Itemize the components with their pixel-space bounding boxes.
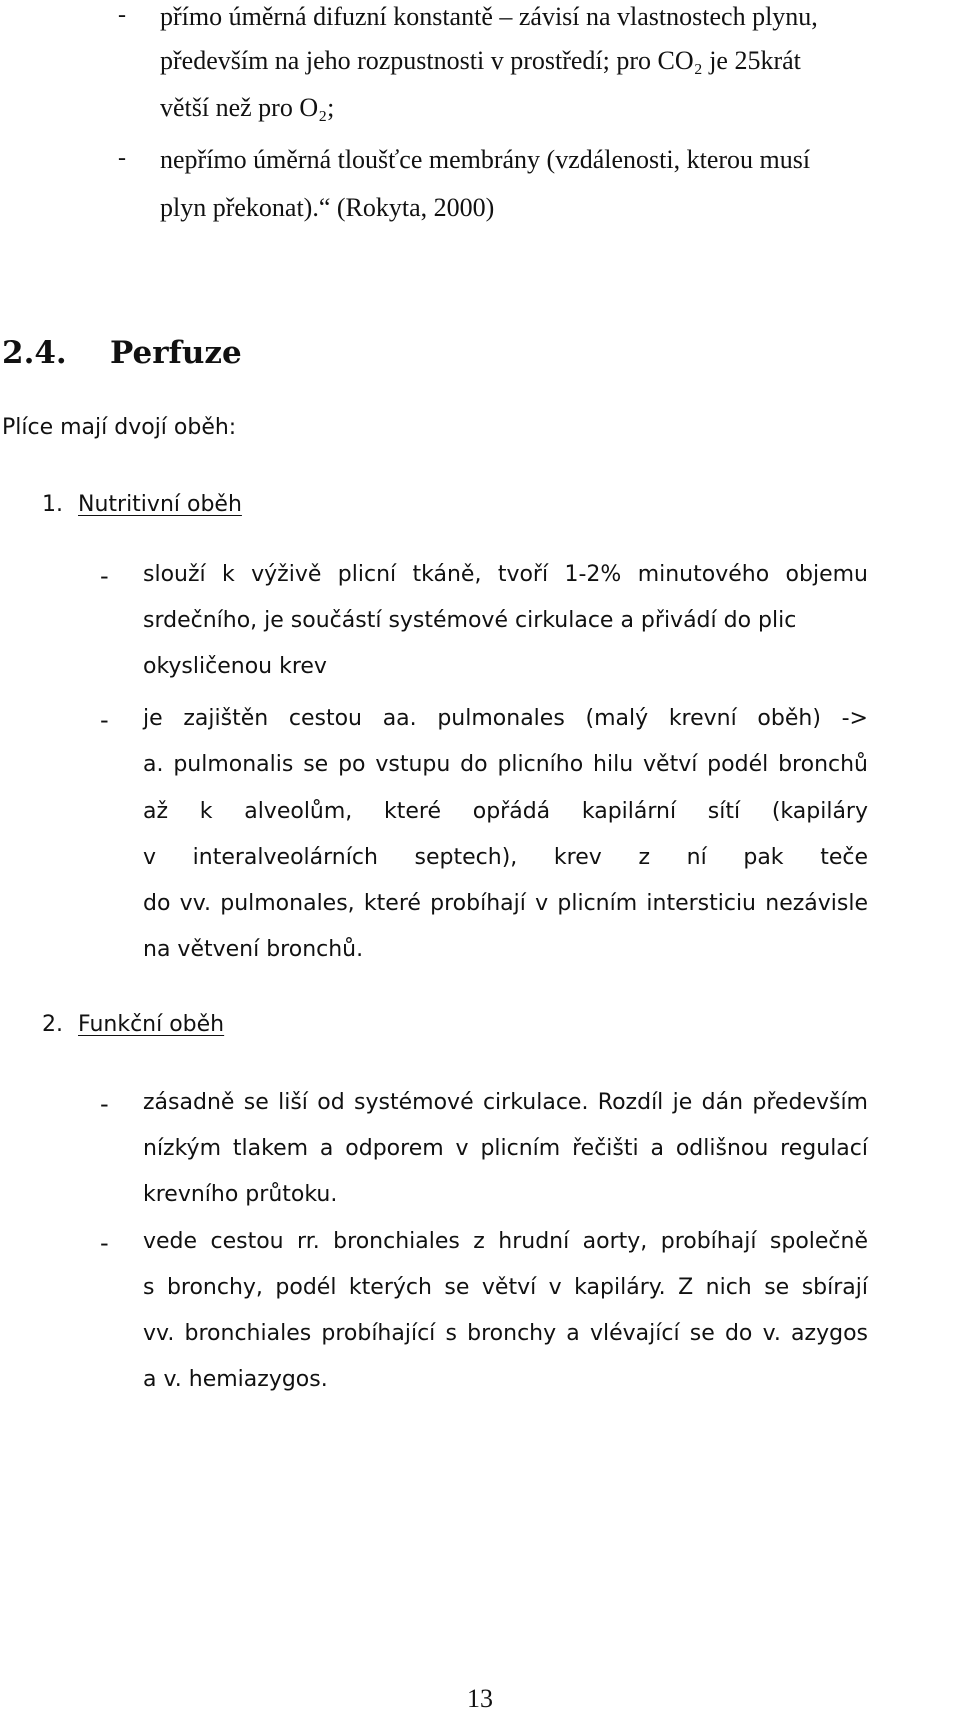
list-item-line: nepřímo úměrná tloušťce membrány (vzdálenosti, kterou musí (160, 145, 811, 174)
subsection-title: Funkční oběh (78, 1012, 225, 1037)
list-item-line: plyn překonat).“ (Rokyta, 2000) (160, 193, 495, 222)
intro-text: Plíce mají dvojí oběh: (2, 415, 237, 440)
list-item-line: přímo úměrná difuzní konstantě – závisí na vlastnostech plynu, (160, 2, 818, 31)
list-item-line: je zajištěn cestou aa. pulmonales (malý krevní oběh) -> (143, 706, 868, 731)
list-item-line: do vv. pulmonales, které probíhají v plicním intersticiu nezávisle (143, 891, 868, 916)
list-item-line: v interalveolárních septech), krev z ní pak teče (143, 845, 868, 870)
subsection-number: 2. (42, 1012, 63, 1037)
section-title: Perfuze (110, 335, 242, 371)
list-dash: - (118, 145, 126, 171)
list-dash: - (100, 562, 109, 590)
list-dash: - (100, 1229, 109, 1257)
subsection-title: Nutritivní oběh (78, 492, 242, 517)
list-dash: - (100, 706, 109, 734)
list-item-line: srdečního, je součástí systémové cirkulace a přivádí do plic (143, 608, 797, 633)
list-item-line: zásadně se liší od systémové cirkulace. Rozdíl je dán především (143, 1090, 868, 1115)
subsection-number: 1. (42, 492, 63, 517)
list-item-line: vede cestou rr. bronchiales z hrudní aorty, probíhají společně (143, 1229, 868, 1254)
list-item-line: krevního průtoku. (143, 1182, 338, 1207)
list-item-line: a v. hemiazygos. (143, 1367, 328, 1392)
list-item-line: s bronchy, podél kterých se větví v kapiláry. Z nich se sbírají (143, 1275, 868, 1300)
list-item-line: nízkým tlakem a odporem v plicním řečišti a odlišnou regulací (143, 1136, 868, 1161)
list-item-line: slouží k výživě plicní tkáně, tvoří 1-2% minutového objemu (143, 562, 868, 587)
list-dash: - (118, 2, 126, 28)
list-item-line: především na jeho rozpustnosti v prostředí; pro CO₂ je 25krát (160, 46, 801, 75)
list-item-line: až k alveolům, které opřádá kapilární sítí (kapiláry (143, 799, 868, 824)
section-number: 2.4. (2, 335, 67, 371)
list-item-line: větší než pro O₂; (160, 93, 335, 122)
list-dash: - (100, 1090, 109, 1118)
list-item-line: na větvení bronchů. (143, 937, 364, 962)
list-item-line: a. pulmonalis se po vstupu do plicního hilu větví podél bronchů (143, 752, 868, 777)
list-item-line: vv. bronchiales probíhající s bronchy a vlévající se do v. azygos (143, 1321, 868, 1346)
page-number: 13 (467, 1684, 493, 1713)
list-item-line: okysličenou krev (143, 654, 327, 679)
